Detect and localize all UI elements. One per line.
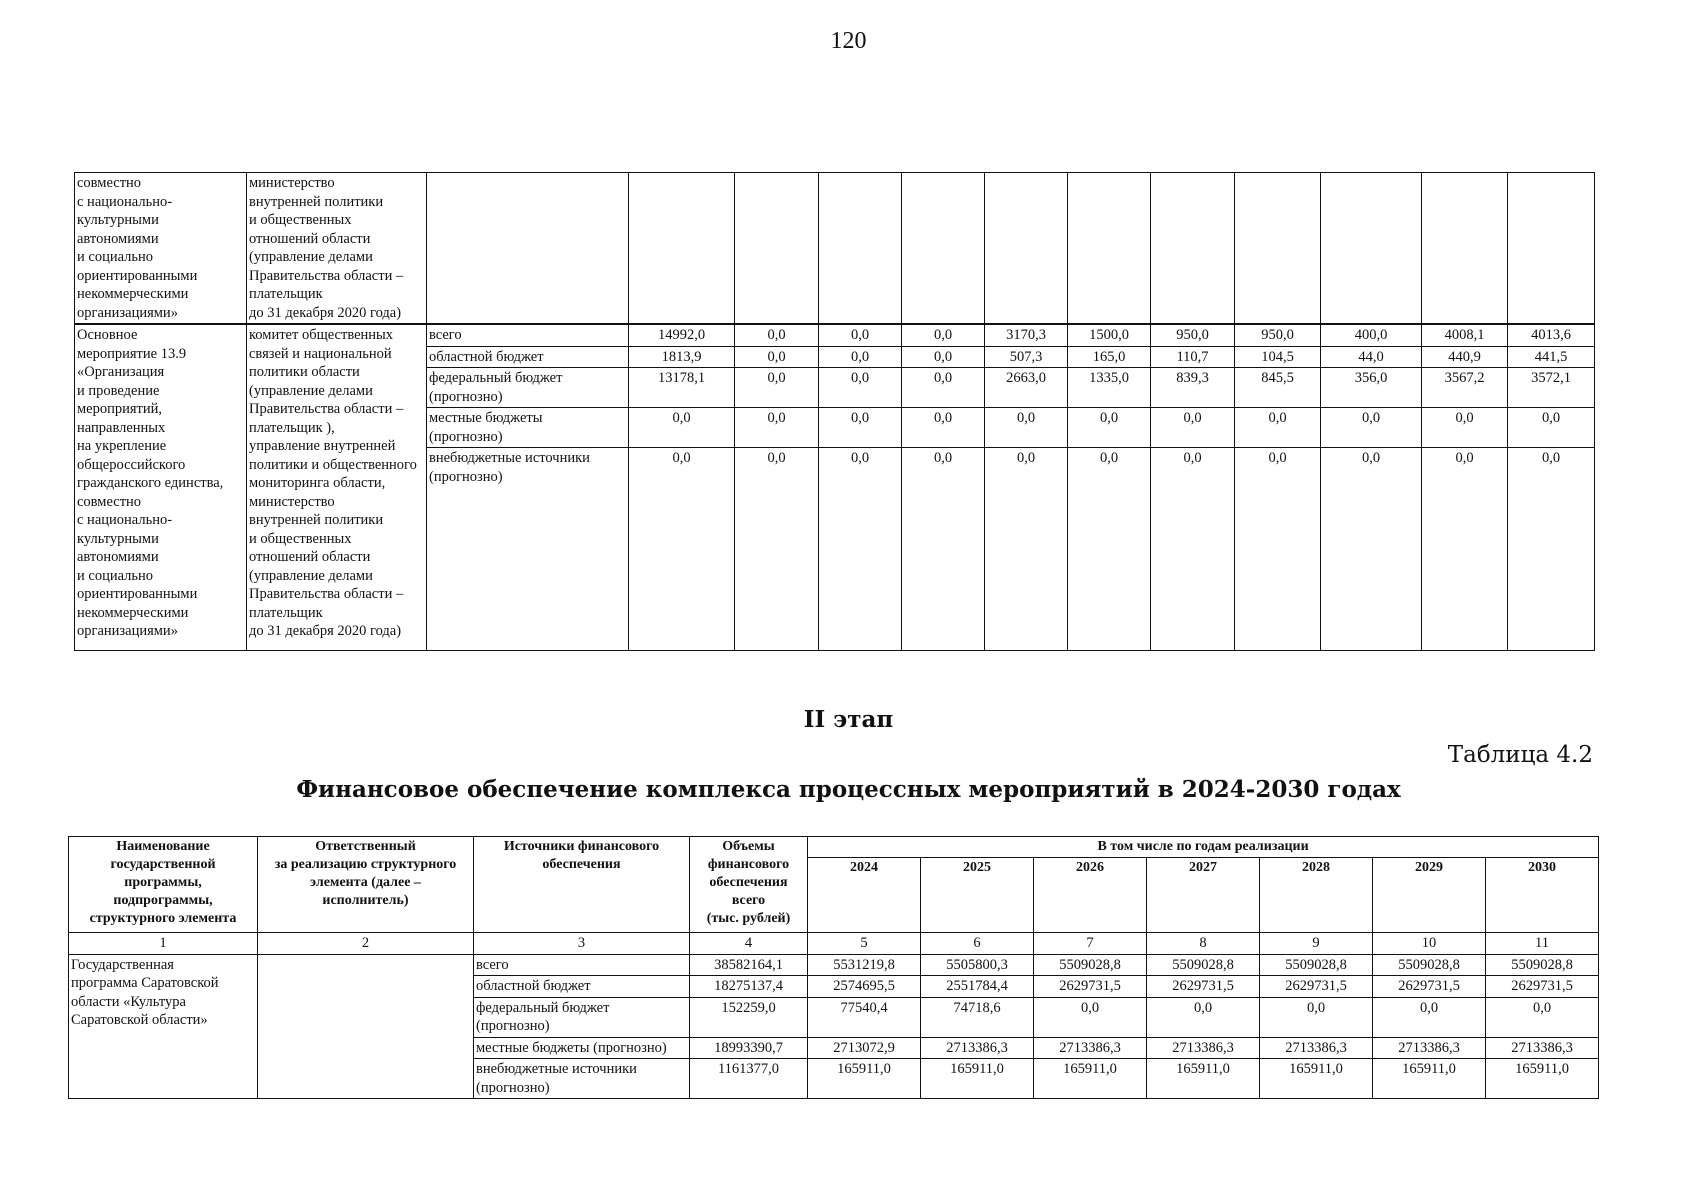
funding-value-cell: 0,0 (985, 408, 1068, 448)
funding-total-cell: 152259,0 (690, 997, 808, 1037)
funding-value-cell: 0,0 (819, 324, 902, 346)
funding-year-cell: 0,0 (1260, 997, 1373, 1037)
funding-year-cell: 5509028,8 (1373, 954, 1486, 976)
funding-table-2024-2030 (68, 836, 1599, 1099)
funding-value-cell: 0,0 (819, 408, 902, 448)
funding-value-cell: 1813,9 (629, 346, 735, 368)
header-sources: Источники финансового обеспечения (474, 837, 690, 933)
funding-year-cell: 2629731,5 (1486, 976, 1599, 998)
funding-value-cell: 0,0 (1235, 448, 1321, 651)
funding-value-cell: 0,0 (735, 324, 819, 346)
program-responsible (258, 954, 474, 1099)
year-header: 2025 (921, 858, 1034, 933)
continuation-responsible: министерство внутренней политики и общественных отношений области (управление делами Правительства области – плательщик до 31 декабря 2020 года) (247, 173, 427, 325)
header-volume: Объемы финансового обеспечения всего (тыс. рублей) (690, 837, 808, 933)
funding-value-cell: 0,0 (819, 368, 902, 408)
funding-year-cell: 0,0 (1373, 997, 1486, 1037)
funding-value-cell: 1500,0 (1068, 324, 1151, 346)
funding-value-cell: 950,0 (1151, 324, 1235, 346)
measure-responsible: комитет общественных связей и национальной политики области (управление делами Правительства области – плательщик ), управление внутренней политики и общественного мониторинга области, министерство внутренней политики и общественных отношений области (управление делами Правительства области – плательщик до 31 декабря 2020 года) (247, 324, 427, 651)
column-index: 8 (1147, 933, 1260, 955)
program-name: Государственная программа Саратовской области «Культура Саратовской области» (69, 954, 258, 1099)
funding-year-cell: 2713386,3 (921, 1037, 1034, 1059)
continuation-row (75, 173, 1595, 325)
year-header: 2024 (808, 858, 921, 933)
table-caption: Финансовое обеспечение комплекса процессных мероприятий в 2024-2030 годах (296, 776, 1401, 803)
stage-title: II этап (803, 706, 894, 733)
funding-total-cell: 1161377,0 (690, 1059, 808, 1099)
column-index: 6 (921, 933, 1034, 955)
funding-total-cell: 18993390,7 (690, 1037, 808, 1059)
funding-source-cell: местные бюджеты (прогнозно) (474, 1037, 690, 1059)
funding-source-cell: всего (427, 324, 629, 346)
year-header: 2027 (1147, 858, 1260, 933)
funding-source-cell: всего (474, 954, 690, 976)
column-index: 7 (1034, 933, 1147, 955)
continuation-element-name: совместно с национально- культурными автономиями и социально ориентированными некоммерческими организациями» (75, 173, 247, 325)
index-row (69, 933, 1599, 955)
funding-year-cell: 2574695,5 (808, 976, 921, 998)
funding-year-cell: 2713386,3 (1260, 1037, 1373, 1059)
funding-year-cell: 5509028,8 (1486, 954, 1599, 976)
funding-year-cell: 165911,0 (921, 1059, 1034, 1099)
funding-value-cell: 3572,1 (1508, 368, 1595, 408)
funding-year-cell: 0,0 (1486, 997, 1599, 1037)
funding-source-cell: федеральный бюджет (прогнозно) (427, 368, 629, 408)
funding-year-cell: 2629731,5 (1260, 976, 1373, 998)
page-number: 120 (830, 28, 867, 54)
funding-value-cell: 13178,1 (629, 368, 735, 408)
funding-value-cell: 4013,6 (1508, 324, 1595, 346)
column-index: 11 (1486, 933, 1599, 955)
funding-value-cell: 0,0 (902, 324, 985, 346)
funding-value-cell: 3170,3 (985, 324, 1068, 346)
funding-value-cell: 400,0 (1321, 324, 1422, 346)
funding-year-cell: 165911,0 (1486, 1059, 1599, 1099)
funding-value-cell: 0,0 (819, 448, 902, 651)
year-header: 2029 (1373, 858, 1486, 933)
column-index: 3 (474, 933, 690, 955)
funding-value-cell: 0,0 (735, 368, 819, 408)
funding-total-cell: 18275137,4 (690, 976, 808, 998)
funding-year-cell: 0,0 (1034, 997, 1147, 1037)
funding-source-cell: областной бюджет (427, 346, 629, 368)
funding-year-cell: 165911,0 (808, 1059, 921, 1099)
funding-source-cell: местные бюджеты (прогнозно) (427, 408, 629, 448)
funding-year-cell: 165911,0 (1373, 1059, 1486, 1099)
funding-year-cell: 0,0 (1147, 997, 1260, 1037)
funding-value-cell: 0,0 (1422, 408, 1508, 448)
funding-source-cell: федеральный бюджет (прогнозно) (474, 997, 690, 1037)
table-row (69, 954, 1599, 976)
funding-value-cell: 0,0 (735, 408, 819, 448)
funding-value-cell: 0,0 (1422, 448, 1508, 651)
funding-year-cell: 2713386,3 (1486, 1037, 1599, 1059)
measure-name: Основное мероприятие 13.9 «Организация и проведение мероприятий, направленных на укрепление общероссийского гражданского единства, совместно с национально- культурными автономиями и социально ориентированными некоммерческими организациями» (75, 324, 247, 651)
column-index: 10 (1373, 933, 1486, 955)
funding-value-cell: 4008,1 (1422, 324, 1508, 346)
funding-year-cell: 5531219,8 (808, 954, 921, 976)
funding-value-cell: 14992,0 (629, 324, 735, 346)
year-header: 2028 (1260, 858, 1373, 933)
funding-value-cell: 44,0 (1321, 346, 1422, 368)
funding-value-cell: 440,9 (1422, 346, 1508, 368)
funding-value-cell: 0,0 (735, 448, 819, 651)
funding-year-cell: 2629731,5 (1034, 976, 1147, 998)
funding-year-cell: 77540,4 (808, 997, 921, 1037)
funding-year-cell: 2713386,3 (1147, 1037, 1260, 1059)
table-label: Таблица 4.2 (1447, 742, 1593, 768)
funding-year-cell: 5509028,8 (1034, 954, 1147, 976)
funding-source-cell: внебюджетные источники (прогнозно) (474, 1059, 690, 1099)
funding-year-cell: 165911,0 (1260, 1059, 1373, 1099)
funding-value-cell: 0,0 (1508, 448, 1595, 651)
column-index: 9 (1260, 933, 1373, 955)
table-row (75, 324, 1595, 346)
funding-value-cell: 839,3 (1151, 368, 1235, 408)
funding-value-cell: 2663,0 (985, 368, 1068, 408)
funding-value-cell: 0,0 (1151, 408, 1235, 448)
funding-value-cell: 0,0 (985, 448, 1068, 651)
funding-year-cell: 2551784,4 (921, 976, 1034, 998)
funding-value-cell: 0,0 (629, 448, 735, 651)
funding-total-cell: 38582164,1 (690, 954, 808, 976)
funding-value-cell: 0,0 (902, 346, 985, 368)
year-header: 2030 (1486, 858, 1599, 933)
funding-value-cell: 441,5 (1508, 346, 1595, 368)
top-funding-table (74, 172, 1595, 651)
funding-value-cell: 0,0 (819, 346, 902, 368)
funding-value-cell: 0,0 (629, 408, 735, 448)
column-index: 4 (690, 933, 808, 955)
funding-value-cell: 507,3 (985, 346, 1068, 368)
header-responsible: Ответственный за реализацию структурного элемента (далее – исполнитель) (258, 837, 474, 933)
column-index: 2 (258, 933, 474, 955)
funding-value-cell: 110,7 (1151, 346, 1235, 368)
funding-value-cell: 0,0 (902, 448, 985, 651)
funding-value-cell: 845,5 (1235, 368, 1321, 408)
header-row (69, 837, 1599, 858)
funding-value-cell: 0,0 (1151, 448, 1235, 651)
funding-year-cell: 165911,0 (1147, 1059, 1260, 1099)
funding-source-cell: областной бюджет (474, 976, 690, 998)
header-element-name: Наименование государственной программы, подпрограммы, структурного элемента (69, 837, 258, 933)
funding-value-cell: 0,0 (1321, 448, 1422, 651)
funding-year-cell: 2629731,5 (1373, 976, 1486, 998)
funding-value-cell: 0,0 (902, 368, 985, 408)
funding-value-cell: 0,0 (1068, 408, 1151, 448)
funding-value-cell: 104,5 (1235, 346, 1321, 368)
year-header: 2026 (1034, 858, 1147, 933)
column-index: 5 (808, 933, 921, 955)
funding-value-cell: 0,0 (1321, 408, 1422, 448)
funding-year-cell: 165911,0 (1034, 1059, 1147, 1099)
funding-value-cell: 0,0 (1508, 408, 1595, 448)
funding-year-cell: 5505800,3 (921, 954, 1034, 976)
funding-value-cell: 950,0 (1235, 324, 1321, 346)
funding-value-cell: 0,0 (902, 408, 985, 448)
funding-value-cell: 0,0 (1068, 448, 1151, 651)
funding-year-cell: 2713386,3 (1034, 1037, 1147, 1059)
funding-value-cell: 0,0 (1235, 408, 1321, 448)
funding-year-cell: 5509028,8 (1260, 954, 1373, 976)
funding-value-cell: 1335,0 (1068, 368, 1151, 408)
funding-year-cell: 2713386,3 (1373, 1037, 1486, 1059)
funding-value-cell: 0,0 (735, 346, 819, 368)
funding-year-cell: 2713072,9 (808, 1037, 921, 1059)
column-index: 1 (69, 933, 258, 955)
funding-year-cell: 74718,6 (921, 997, 1034, 1037)
header-by-years: В том числе по годам реализации (808, 837, 1599, 858)
funding-year-cell: 5509028,8 (1147, 954, 1260, 976)
funding-value-cell: 3567,2 (1422, 368, 1508, 408)
funding-value-cell: 356,0 (1321, 368, 1422, 408)
funding-year-cell: 2629731,5 (1147, 976, 1260, 998)
funding-value-cell: 165,0 (1068, 346, 1151, 368)
funding-source-cell: внебюджетные источники (прогнозно) (427, 448, 629, 651)
